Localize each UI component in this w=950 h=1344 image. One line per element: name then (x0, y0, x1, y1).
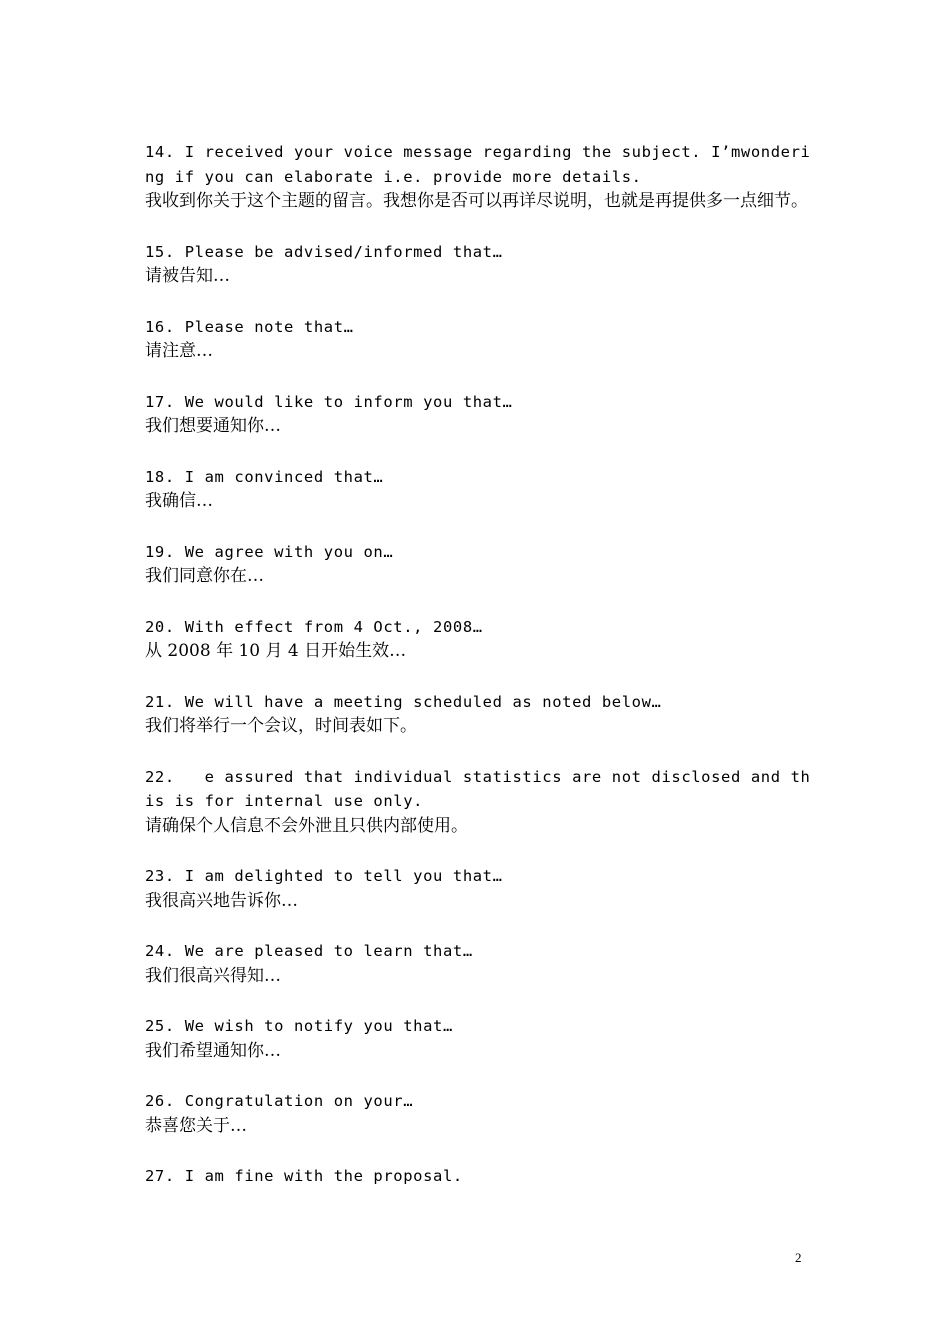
phrase-entry-17 (145, 390, 815, 439)
phrase-list (145, 140, 815, 1215)
phrase-entry-25 (145, 1014, 815, 1063)
phrase-entry-19 (145, 540, 815, 589)
page-number: 2 (795, 1250, 802, 1265)
chinese-translation: 恭喜您关于… (145, 1115, 247, 1136)
phrase-entry-20 (145, 615, 815, 664)
english-phrase: 14. I received your voice message regarding the subject. I’mwondering if you can elaborate i.e. provide more details. (145, 143, 811, 186)
chinese-translation: 请确保个人信息不会外泄且只供内部使用。 (145, 815, 468, 836)
english-phrase: 22. e assured that individual statistics are not disclosed and this is for internal use only. (145, 767, 811, 810)
chinese-translation: 我确信… (145, 491, 213, 511)
english-phrase: 20. With effect from 4 Oct., 2008… (145, 617, 483, 636)
english-phrase: 16. Please note that… (145, 317, 354, 336)
chinese-translation: 我收到你关于这个主题的留言。我想你是否可以再详尽说明，也就是再提供多一点细节。 (145, 191, 808, 211)
chinese-translation: 我们将举行一个会议，时间表如下。 (145, 716, 417, 736)
english-phrase: 18. I am convinced that… (145, 467, 384, 486)
phrase-entry-14 (145, 140, 815, 214)
english-phrase: 25. We wish to notify you that… (145, 1017, 453, 1035)
english-phrase: 21. We will have a meeting scheduled as noted below… (145, 692, 662, 711)
phrase-entry-27 (145, 1164, 815, 1189)
english-phrase: 17. We would like to inform you that… (145, 392, 513, 411)
english-phrase: 15. Please be advised/informed that… (145, 242, 503, 261)
chinese-translation: 我们很高兴得知… (145, 965, 281, 986)
english-phrase: 23. I am delighted to tell you that… (145, 867, 503, 885)
phrase-entry-26 (145, 1089, 815, 1138)
english-phrase: 19. We agree with you on… (145, 542, 394, 561)
phrase-entry-16 (145, 315, 815, 364)
english-phrase: 26. Congratulation on your… (145, 1092, 414, 1110)
phrase-entry-15 (145, 240, 815, 289)
phrase-entry-21 (145, 690, 815, 739)
phrase-entry-22 (145, 765, 815, 839)
chinese-translation: 从 2008 年 10 月 4 日开始生效… (145, 641, 407, 661)
phrase-entry-18 (145, 465, 815, 514)
phrase-entry-24 (145, 939, 815, 988)
chinese-translation: 我很高兴地告诉你… (145, 890, 298, 911)
english-phrase: 24. We are pleased to learn that… (145, 942, 473, 960)
chinese-translation: 我们希望通知你… (145, 1040, 281, 1061)
chinese-translation: 我们同意你在… (145, 566, 264, 586)
chinese-translation: 我们想要通知你… (145, 416, 281, 436)
chinese-translation: 请注意… (145, 341, 213, 361)
chinese-translation: 请被告知… (145, 266, 230, 286)
phrase-entry-23 (145, 864, 815, 913)
english-phrase: 27. I am fine with the proposal. (145, 1167, 463, 1185)
